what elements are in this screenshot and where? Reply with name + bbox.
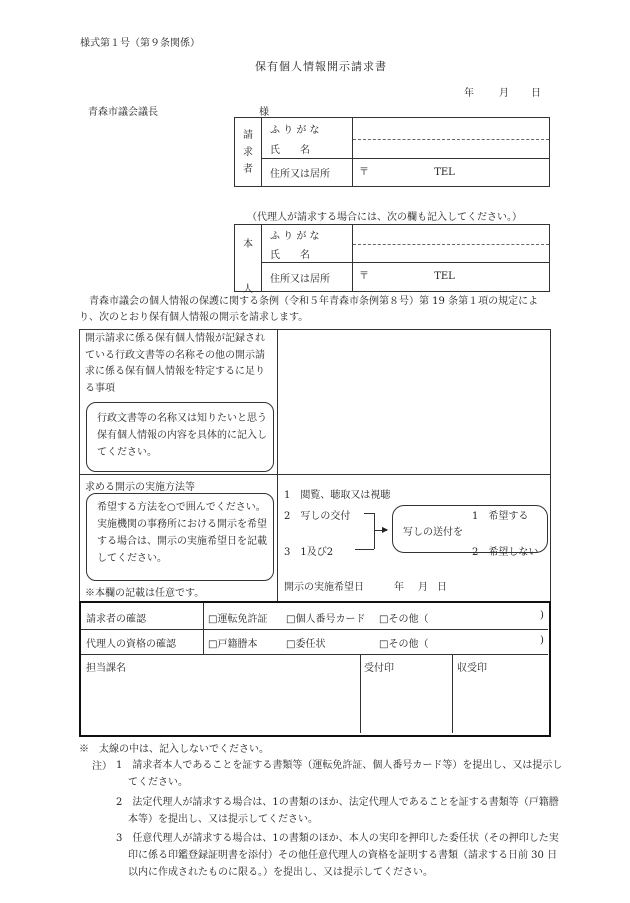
confirm-my-number-card-checkbox[interactable]: □個人番号カード (286, 614, 366, 625)
principal-name-field[interactable] (353, 245, 550, 263)
date-month: 月 (499, 88, 509, 99)
requester-furigana-field[interactable] (353, 118, 550, 140)
note-1: 1 請求者本人であることを証する書類等（運転免許証、個人番号カード等）を提出し、又は提示してください。 (116, 760, 563, 788)
principal-table (234, 224, 550, 295)
principal-tel-label: TEL (434, 271, 455, 282)
date-year: 年 (464, 88, 474, 99)
requester-name-field[interactable] (353, 140, 550, 159)
note-3: 3 任意代理人が請求する場合は、1の書類のほか、本人の実印を押印した委任状（その押印した実印に係る印鑑登録証明書を添付）その他任意代理人の資格を証明する書類（請求する日前 30 日以内に作成されたものに限る。）を提出し、又は提示してください。 (116, 833, 559, 878)
dept-label: 担当課名 (86, 663, 126, 674)
arrow-right-icon: ▶ (382, 525, 389, 534)
received-stamp-label: 収受印 (457, 663, 487, 674)
method-option-3[interactable]: 3 1及び2 (284, 547, 334, 558)
date-wish-year[interactable]: 年 (394, 582, 404, 593)
agent-power-of-attorney-checkbox[interactable]: □委任状 (286, 639, 326, 650)
requester-confirm-label: 請求者の確認 (86, 614, 146, 625)
section1-input[interactable] (279, 331, 547, 472)
principal-side-label-1: 本 (243, 239, 253, 250)
principal-address-field[interactable] (353, 263, 550, 292)
principal-address-label: 住所又は居所 (262, 263, 353, 292)
receipt-stamp-label: 受付印 (364, 663, 394, 674)
requester-tel-label: TEL (434, 167, 455, 178)
section2-note: 希望する方法を○で囲んでください。実施機関の事務所における開示を希望する場合は、開示の実施希望日を記載してください。 (97, 502, 267, 564)
principal-furigana-field[interactable] (353, 225, 550, 245)
notes-label: 注） (92, 761, 112, 772)
bold-frame-note: ※ 太線の中は、記入しないでください。 (79, 744, 269, 755)
note-2: 2 法定代理人が請求する場合は、1の書類のほか、法定代理人であることを証する書類等（戸籍謄本等）を提出し、又は提示してください。 (116, 797, 559, 825)
method-option-1[interactable]: 1 閲覧、聴取又は視聴 (284, 490, 391, 501)
intro-text: 青森市議会の個人情報の保護に関する条例（令和５年青森市条例第８号）第 19 条第１項の規定により、次のとおり保有個人情報の開示を請求します。 (79, 296, 539, 323)
date-wish-day[interactable]: 日 (437, 582, 447, 593)
date-day: 日 (531, 88, 541, 99)
page-title: 保有個人情報開示請求書 (255, 60, 387, 73)
honorific: 様 (259, 107, 269, 118)
date-wish-label: 開示の実施希望日 (284, 582, 364, 593)
section2-optional-note: ※本欄の記載は任意です。 (85, 588, 205, 599)
addressee: 青森市議会議長 (88, 107, 158, 118)
agent-family-register-checkbox[interactable]: □戸籍謄本 (208, 639, 258, 650)
copy-choice-no[interactable]: 2 希望しない (472, 547, 539, 558)
section1-note: 行政文書等の名称又は知りたいと思う保有個人情報の内容を具体的に記入してください。 (97, 413, 267, 458)
requester-postal-mark: 〒 (359, 167, 369, 178)
principal-side-label-2: 人 (243, 284, 253, 295)
copy-sending-label: 写しの送付を (403, 523, 463, 538)
confirm-other-close-paren: ) (540, 610, 544, 621)
agent-note: （代理人が請求する場合には、次の欄も記入してください。） (247, 212, 522, 223)
agent-confirm-label: 代理人の資格の確認 (86, 639, 176, 650)
principal-name-label: 氏 名 (262, 245, 353, 263)
requester-side-label-2: 求 (243, 146, 253, 158)
copy-choice-yes[interactable]: 1 希望する (472, 511, 529, 522)
agent-other-checkbox[interactable]: □その他（ (379, 639, 429, 650)
requester-address-field[interactable] (353, 159, 550, 187)
requester-name-label: 氏 名 (262, 140, 353, 159)
form-number: 様式第１号（第９条関係） (80, 38, 200, 49)
date-wish-month[interactable]: 月 (418, 582, 428, 593)
method-option-2[interactable]: 2 写しの交付 (284, 511, 351, 522)
agent-other-close-paren: ) (540, 635, 544, 646)
requester-side-label-1: 請 (243, 129, 253, 141)
confirm-drivers-license-checkbox[interactable]: □運転免許証 (208, 614, 268, 625)
requester-side-label-3: 者 (243, 163, 253, 175)
requester-furigana-label: ふ り が な (262, 118, 353, 140)
requester-address-label: 住所又は居所 (262, 159, 353, 187)
section1-label: 開示請求に係る保有個人情報が記録されている行政文書等の名称その他の開示請求に係る保有個人情報を特定するに足りる事項 (85, 333, 265, 394)
principal-postal-mark: 〒 (359, 271, 369, 282)
principal-furigana-label: ふ り が な (262, 225, 353, 245)
section2-label: 求める開示の実施方法等 (85, 482, 195, 493)
confirm-other-checkbox[interactable]: □その他（ (379, 614, 429, 625)
requester-table (234, 117, 550, 187)
